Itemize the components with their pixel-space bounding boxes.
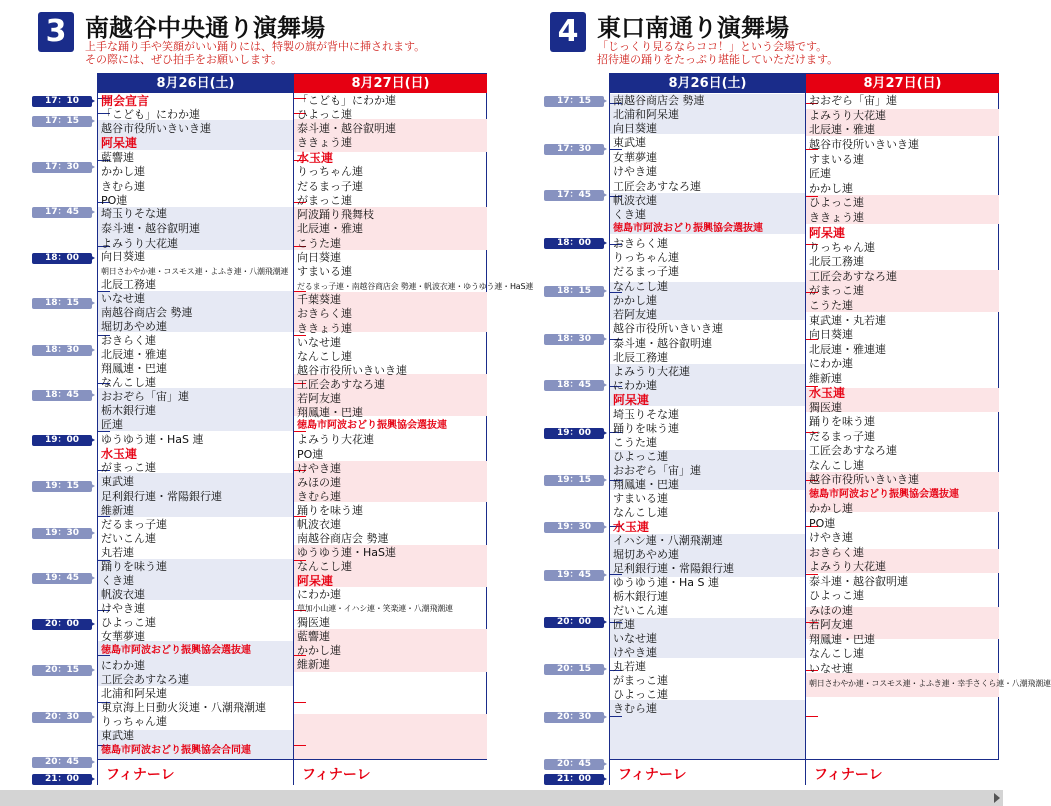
venue-title: 南越谷中央通り演舞場 (85, 14, 325, 42)
performer-entry: にわか連 (297, 588, 341, 601)
venue-description-line: 「じっくり見るならココ！」という会場です。 (597, 40, 828, 53)
performer-entry: 水玉連 (101, 447, 138, 461)
performer-entry: 丸若連 (613, 660, 646, 673)
performer-entry: がまっこ連 (297, 194, 352, 207)
time-arrow-icon (600, 760, 607, 768)
performer-entry: かかし連 (613, 294, 657, 307)
performer-entry: おきらく連 (297, 307, 352, 320)
performer-entry: 若阿友連 (809, 618, 853, 631)
time-label: 19：45 (32, 573, 92, 584)
performer-entry: なんこし連 (613, 280, 668, 293)
performer-entry: 越谷市役所いきいき連 (101, 122, 211, 135)
performer-entry: 阿呆連 (613, 393, 650, 407)
performer-entry: 北浦和阿呆連 (101, 687, 167, 700)
performer-entry: 水玉連 (809, 386, 846, 400)
performer-entry: おきらく連 (613, 237, 668, 250)
performer-entry: かかし連 (809, 182, 853, 195)
performer-entry: だいこん連 (101, 532, 156, 545)
performer-entry: けやき連 (809, 531, 853, 544)
performer-entry: 南越谷商店会 勢連 (297, 532, 389, 545)
performer-entry: 「こども」にわか連 (297, 94, 396, 107)
sunday-finale (294, 759, 487, 786)
performer-entry: なんこし連 (613, 506, 668, 519)
time-arrow-icon (600, 571, 607, 579)
performer-entry: 泰斗連・越谷叡明連 (101, 222, 200, 235)
performer-entry: 維新連 (809, 372, 842, 385)
sunday-header: 8月27日(日) (806, 74, 999, 93)
time-arrow-icon (88, 163, 95, 171)
performer-entry: 越谷市役所いきいき連 (809, 138, 919, 151)
performer-entry: 北辰工務連 (101, 278, 156, 291)
performer-entry: けやき連 (297, 462, 341, 475)
performer-entry: ひよっこ連 (613, 450, 668, 463)
saturday-finale (98, 759, 293, 786)
performer-entry: 若阿友連 (613, 308, 657, 321)
time-label: 19：00 (544, 428, 604, 439)
performer-entry: 開会宣言 (101, 94, 150, 108)
performer-entry: 水玉連 (613, 520, 650, 534)
performer-entry: 阿呆連 (297, 574, 334, 588)
performer-entry: こうた連 (809, 299, 853, 312)
performer-entry: 水玉連 (297, 151, 334, 165)
time-arrow-icon (88, 666, 95, 674)
performer-entry: 栃木銀行連 (613, 590, 668, 603)
time-arrow-icon (88, 254, 95, 262)
performer-entry: 工匠会あすなろ連 (809, 444, 897, 457)
time-arrow-icon (600, 287, 607, 295)
performer-entry: 工匠会あすなろ連 (297, 378, 385, 391)
performer-entry: 栃木銀行連 (101, 404, 156, 417)
time-arrow-icon (88, 299, 95, 307)
performer-entry: だるまっ子連 (297, 180, 363, 193)
performer-entry: 堀切あやめ連 (101, 320, 167, 333)
time-label: 20：00 (544, 617, 604, 628)
performer-entry: すまいる連 (297, 265, 352, 278)
performer-entry: 徳島市阿波おどり振興協会選抜連 (297, 420, 447, 431)
venue-description-line: その際には、ぜひ拍手をお願いします。 (85, 53, 283, 66)
performer-entry: けやき連 (613, 646, 657, 659)
performer-entry: かかし連 (297, 644, 341, 657)
time-label: 20：30 (32, 712, 92, 723)
performer-entry: 越谷市役所いきいき連 (297, 364, 407, 377)
time-arrow-icon (600, 713, 607, 721)
venue-description (597, 40, 838, 66)
performer-entry: だるまっ子連 (101, 518, 167, 531)
saturday-column (610, 94, 805, 759)
performer-entry: いなせ連 (809, 662, 853, 675)
time-arrow-icon (600, 618, 607, 626)
performer-entry: 北辰工務連 (613, 351, 668, 364)
time-arrow-icon (88, 758, 95, 766)
time-arrow-icon (88, 529, 95, 537)
performer-entry: 泰斗連・越谷叡明連 (613, 337, 712, 350)
performer-entry: 翔鳳連・巴連 (297, 406, 363, 419)
performer-entry: 北浦和阿呆連 (613, 108, 679, 121)
horizontal-scrollbar[interactable] (0, 790, 1003, 806)
performer-entry: 徳島市阿波おどり振興協会合同連 (101, 745, 251, 756)
performer-entry: すまいる連 (809, 153, 864, 166)
performer-entry: だるまっ子連 (809, 430, 875, 443)
sunday-finale (806, 759, 999, 786)
performer-entry: ききょう連 (297, 322, 352, 335)
sunday-column (806, 94, 1051, 759)
time-label: 19：45 (544, 570, 604, 581)
time-tick (610, 716, 622, 717)
time-label: 18：00 (32, 253, 92, 264)
time-arrow-icon (600, 429, 607, 437)
performer-entry: 工匠会あすなろ連 (613, 180, 701, 193)
performer-entry: 朝日さわやか連・コスモス連・よふき連・幸手さくら連・八潮飛潮連 (809, 679, 1051, 688)
performer-entry: 徳島市阿波おどり振興協会選抜連 (613, 223, 763, 234)
performer-entry: PO連 (101, 194, 128, 207)
finale-label: フィナーレ (814, 767, 883, 783)
performer-entry: なんこし連 (809, 459, 864, 472)
performer-entry: がまっこ連 (613, 674, 668, 687)
performer-entry: なんこし連 (101, 376, 156, 389)
performer-entry: かかし連 (809, 502, 853, 515)
time-label: 20：15 (544, 664, 604, 675)
performer-entry: よみうり大花連 (613, 365, 690, 378)
time-arrow-icon (88, 346, 95, 354)
performer-entry: 阿波踊り飛舞枝 (297, 208, 374, 221)
finale-label: フィナーレ (302, 767, 371, 783)
time-label: 20：00 (32, 619, 92, 630)
time-label: 17：10 (32, 96, 92, 107)
performer-entry: いなせ連 (613, 632, 657, 645)
time-arrow-icon (88, 620, 95, 628)
time-arrow-icon (88, 208, 95, 216)
performer-entry: 徳島市阿波おどり振興協会選抜連 (101, 645, 251, 656)
performer-entry: 工匠会あすなろ連 (101, 673, 189, 686)
performer-entry: 匠連 (613, 618, 635, 631)
performer-entry: 若阿友連 (297, 392, 341, 405)
performer-entry: おおぞら「宙」連 (101, 390, 189, 403)
performer-entry: おおぞら「宙」連 (809, 94, 897, 107)
finale-label: フィナーレ (618, 767, 687, 783)
performer-entry: 埼玉りそな連 (101, 207, 167, 220)
performer-entry: にわか連 (809, 357, 853, 370)
performer-entry: PO連 (297, 448, 324, 461)
performer-entry: 踊りを味う連 (809, 415, 875, 428)
time-arrow-icon (88, 713, 95, 721)
performer-entry: よみうり大花連 (101, 237, 178, 250)
performer-entry: りっちゃん連 (613, 251, 679, 264)
performer-entry: ひよっこ連 (613, 688, 668, 701)
performer-entry: 翔鳳連・巴連 (101, 362, 167, 375)
time-label: 17：30 (544, 144, 604, 155)
time-arrow-icon (600, 665, 607, 673)
time-label: 21：00 (32, 774, 92, 785)
performer-entry: おきらく連 (101, 334, 156, 347)
performer-entry: 南越谷商店会 勢連 (613, 94, 705, 107)
performer-entry: 踊りを味う連 (101, 560, 167, 573)
performer-entry: 朝日さわやか連・コスモス連・よふき連・八潮飛潮連 (101, 267, 289, 276)
performer-entry: 女華夢連 (101, 630, 145, 643)
time-arrow-icon (600, 476, 607, 484)
time-label: 17：15 (544, 96, 604, 107)
performer-entry: みほの連 (809, 604, 853, 617)
performer-entry: すまいる連 (613, 492, 668, 505)
performer-entry: 阿呆連 (809, 226, 846, 240)
schedule-table (609, 73, 1051, 785)
venue-description-line: 招待連の踊りをたっぷり堪能していただけます。 (597, 53, 839, 66)
time-arrow-icon (600, 145, 607, 153)
performer-entry: 北辰工務連 (809, 255, 864, 268)
performer-entry: ひよっこ連 (297, 108, 352, 121)
performer-entry: なんこし連 (809, 647, 864, 660)
time-arrow-icon (600, 239, 607, 247)
performer-entry: くき連 (101, 574, 134, 587)
performer-entry: りっちゃん連 (809, 241, 875, 254)
time-label: 17：30 (32, 162, 92, 173)
performer-entry: 泰斗連・越谷叡明連 (809, 575, 908, 588)
performer-entry: けやき連 (613, 165, 657, 178)
performer-entry: 向日葵連 (809, 328, 853, 341)
time-arrow-icon (600, 523, 607, 531)
sunday-header: 8月27日(日) (294, 74, 487, 93)
performer-entry: けやき連 (101, 602, 145, 615)
performer-entry: 越谷市役所いきいき連 (809, 473, 919, 486)
time-tick (294, 702, 306, 703)
performer-entry: 草加小山連・イハシ連・笑楽連・八潮飛潮連 (297, 604, 453, 613)
time-label: 21：00 (544, 774, 604, 785)
performer-entry: にわか連 (613, 379, 657, 392)
time-label: 18：30 (32, 345, 92, 356)
time-label: 18：15 (32, 298, 92, 309)
performer-entry: 北辰連・雅連 (101, 348, 167, 361)
time-arrow-icon (88, 775, 95, 783)
performer-entry: 踊りを味う連 (613, 422, 679, 435)
time-tick (806, 716, 818, 717)
performer-entry: 匠連 (809, 167, 831, 180)
performer-entry: かかし連 (101, 165, 145, 178)
saturday-header: 8月26日(土) (610, 74, 805, 93)
time-label: 18：30 (544, 334, 604, 345)
performer-entry: 北辰連・雅連連 (809, 343, 886, 356)
scroll-right-arrow-icon[interactable] (994, 793, 1000, 803)
performer-entry: がまっこ連 (809, 284, 864, 297)
performer-entry: ひよっこ連 (101, 616, 156, 629)
sunday-column (294, 94, 534, 759)
time-label: 17：45 (544, 190, 604, 201)
performer-entry: 維新連 (297, 658, 330, 671)
time-label: 19：30 (544, 522, 604, 533)
performer-entry: 埼玉りそな連 (613, 408, 679, 421)
performer-entry: 東武連 (101, 475, 134, 488)
finale-label: フィナーレ (106, 767, 175, 783)
time-label: 20：30 (544, 712, 604, 723)
performer-entry: 帆波衣連 (101, 588, 145, 601)
time-arrow-icon (600, 191, 607, 199)
venue-description (85, 40, 425, 66)
performer-entry: ゆうゆう連・HaS連 (297, 546, 396, 559)
performer-entry: 越谷市役所いきいき連 (613, 322, 723, 335)
performer-entry: 藍響連 (297, 630, 330, 643)
performer-entry: 東武連 (101, 729, 134, 742)
performer-entry: みほの連 (297, 476, 341, 489)
performer-entry: よみうり大花連 (297, 433, 374, 446)
saturday-finale (610, 759, 805, 786)
performer-entry: 工匠会あすなろ連 (809, 270, 897, 283)
performer-entry: だいこん連 (613, 604, 668, 617)
performer-entry: にわか連 (101, 659, 145, 672)
performer-entry: 獨医連 (297, 616, 330, 629)
performer-entry: 向日葵連 (613, 122, 657, 135)
time-label: 17：45 (32, 207, 92, 218)
performer-entry: りっちゃん連 (101, 715, 167, 728)
time-label: 18：45 (544, 380, 604, 391)
performer-entry: がまっこ連 (101, 461, 156, 474)
time-label: 20：45 (544, 759, 604, 770)
performer-entry: ひよっこ連 (809, 196, 864, 209)
performer-entry: だるまっ子連・南越谷商店会 勢連・帆波衣連・ゆうゆう連・HaS連 (297, 282, 534, 291)
venue-4-section (512, 0, 1051, 790)
venue-description-line: 上手な踊り手や笑顔がいい踊りには、特製の旗が背中に挿されます。 (85, 40, 426, 53)
performer-entry: きむら連 (613, 702, 657, 715)
time-arrow-icon (88, 117, 95, 125)
performer-entry: きむら連 (101, 180, 145, 193)
performer-entry: 「こども」にわか連 (101, 108, 200, 121)
performer-entry: こうた連 (613, 436, 657, 449)
performer-entry: 向日葵連 (101, 250, 145, 263)
time-arrow-icon (600, 775, 607, 783)
time-arrow-icon (88, 574, 95, 582)
time-label: 19：30 (32, 528, 92, 539)
time-label: 17：15 (32, 116, 92, 127)
time-arrow-icon (88, 436, 95, 444)
performer-entry: ききょう連 (809, 211, 864, 224)
performer-entry: 北辰連・雅連 (297, 222, 363, 235)
performer-entry: おきらく連 (809, 546, 864, 559)
performer-entry: 東京海上日動火災連・八潮飛潮連 (101, 701, 266, 714)
time-arrow-icon (600, 335, 607, 343)
time-label: 19：15 (544, 475, 604, 486)
performer-entry: 北辰連・雅連 (809, 123, 875, 136)
performer-entry: 翔鳳連・巴連 (809, 633, 875, 646)
performer-entry: ひよっこ連 (809, 589, 864, 602)
time-arrow-icon (88, 482, 95, 490)
performer-entry: 女華夢連 (613, 151, 657, 164)
performer-entry: ききょう連 (297, 136, 352, 149)
performer-entry: 南越谷商店会 勢連 (101, 306, 193, 319)
performer-entry: 徳島市阿波おどり振興協会選抜連 (809, 489, 959, 500)
performer-entry: 獨医連 (809, 401, 842, 414)
performer-entry: 翔鳳連・巴連 (613, 478, 679, 491)
performer-entry: 帆波衣連 (613, 194, 657, 207)
time-label: 20：45 (32, 757, 92, 768)
time-label: 19：15 (32, 481, 92, 492)
performer-entry: 踊りを味う連 (297, 504, 363, 517)
performer-entry: くき連 (613, 208, 646, 221)
performer-entry: 匠連 (101, 418, 123, 431)
performer-entry: こうた連 (297, 237, 341, 250)
performer-entry: PO連 (809, 517, 836, 530)
performer-entry: 帆波衣連 (297, 518, 341, 531)
time-arrow-icon (600, 97, 607, 105)
performer-entry: ゆうゆう連・HaS 連 (101, 433, 204, 446)
performer-entry: よみうり大花連 (809, 560, 886, 573)
performer-entry: 足利銀行連・常陽銀行連 (613, 562, 734, 575)
performer-entry: 東武連・丸若連 (809, 314, 886, 327)
time-label: 19：00 (32, 435, 92, 446)
performer-entry: 千葉葵連 (297, 293, 341, 306)
time-arrow-icon (88, 97, 95, 105)
performer-entry: 堀切あやめ連 (613, 548, 679, 561)
performer-entry: なんこし連 (297, 560, 352, 573)
performer-entry: ゆうゆう連・Ha S 連 (613, 576, 719, 589)
performer-entry: 維新連 (101, 504, 134, 517)
performer-entry: 足利銀行連・常陽銀行連 (101, 490, 222, 503)
time-tick (294, 745, 306, 746)
performer-entry: きむら連 (297, 490, 341, 503)
row-stripe (294, 714, 487, 759)
venue-title: 東口南通り演舞場 (597, 14, 789, 42)
performer-entry: おおぞら「宙」連 (613, 464, 701, 477)
performer-entry: 向日葵連 (297, 251, 341, 264)
performer-entry: いなせ連 (297, 336, 341, 349)
performer-entry: イハシ連・八潮飛潮連 (613, 534, 723, 547)
performer-entry: 東武連 (613, 136, 646, 149)
performer-entry: 藍響連 (101, 151, 134, 164)
time-arrow-icon (88, 391, 95, 399)
performer-entry: 泰斗連・越谷叡明連 (297, 122, 396, 135)
saturday-column (98, 94, 293, 759)
time-label: 18：00 (544, 238, 604, 249)
performer-entry: だるまっ子連 (613, 265, 679, 278)
performer-entry: よみうり大花連 (809, 109, 886, 122)
time-label: 18：45 (32, 390, 92, 401)
venue-number-badge: 3 (38, 12, 74, 52)
performer-entry: 丸若連 (101, 546, 134, 559)
time-label: 18：15 (544, 286, 604, 297)
venue-3-section (0, 0, 534, 790)
time-label: 20：15 (32, 665, 92, 676)
saturday-header: 8月26日(土) (98, 74, 293, 93)
venue-number-badge: 4 (550, 12, 586, 52)
performer-entry: なんこし連 (297, 350, 352, 363)
performer-entry: りっちゃん連 (297, 165, 363, 178)
schedule-table (97, 73, 534, 785)
performer-entry: いなせ連 (101, 292, 145, 305)
time-arrow-icon (600, 381, 607, 389)
performer-entry: 阿呆連 (101, 136, 138, 150)
